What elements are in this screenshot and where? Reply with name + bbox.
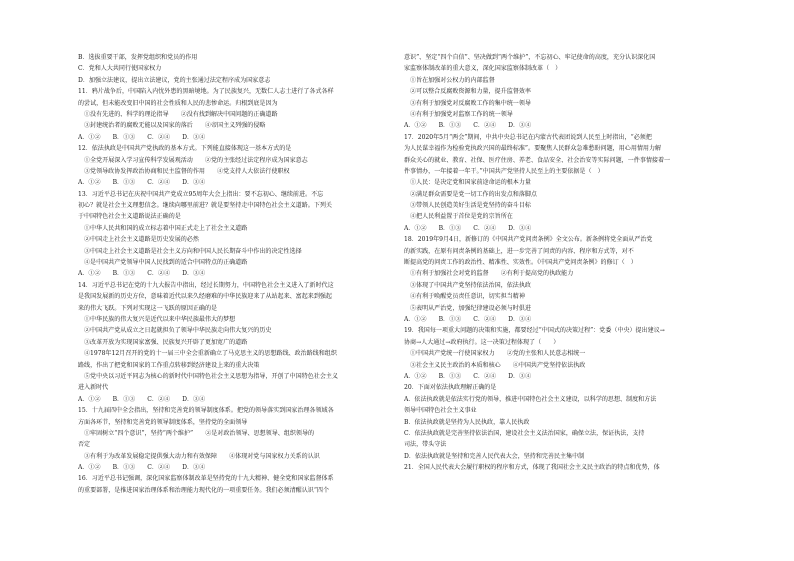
left-column-line: ②中国共产党从成立之日起就担负了领导中华民族走向伟大复兴的历史 (84, 327, 272, 335)
right-column-line: ⑤表明从严治党，加强纪律建设必须与时俱进 (410, 304, 531, 312)
right-column-line: ①旨在加强对公权力的内部监督 (410, 76, 495, 84)
left-column-line: ③封建统治者的腐败无能以及国家的落后 ④帝国主义列强的侵略 (84, 122, 266, 130)
left-column-line: ③中国走上社会主义道路是社会主义方向和中国人民长期奋斗中作出的决定性选择 (84, 247, 302, 255)
right-column-line: 家监察体制改革的重大意义，深化国家监察体制改革（ ） (404, 65, 562, 73)
left-column-line: 15．十九届四中全会指出，坚持和完善党的领导制度体系。把党的领导落实到国家治理各领域各 (78, 407, 334, 415)
right-column-line: ②可以整合反腐败资源和力量，提升监督效率 (410, 88, 531, 96)
right-column-line: A．①② B．①③ C．②④ D．③④ (404, 315, 532, 323)
right-column-line: D．依法执政就是坚持和完善人民代表大会，坚持和完善民主集中制 (404, 452, 585, 460)
right-column-line: ④有利于唤醒党员责任意识，切实担当精神 (410, 293, 525, 301)
left-column-line: 的尝试，但未能改变旧中国的社会性质和人民的悲惨命运。归根到底是因为 (78, 99, 278, 107)
left-column-line: ①没有先进的、科学的理论指导 ②没有找到解决中国问题的正确道路 (84, 110, 278, 118)
right-column-line: 意识”、坚定“四个自信”、坚决做到“两个维护”，不忘初心、牢记使命的高度，充分认识深化国 (404, 54, 656, 61)
left-column-line: B．选拔重要干部，发挥党组织和党员的作用 (78, 54, 198, 61)
right-column-line: 领导中国特色社会主义事业 (404, 407, 477, 415)
right-column-line: 断提高党的问责工作的政治性、精准性、实效性。《中国共产党问责条例》的修订（ ） (404, 259, 637, 267)
right-column-line: ③社会主义民主政治的本质和核心 ④中国共产党坚持依法执政 (410, 361, 586, 369)
right-column-line: 协商→人大通过→政府执行。这一决策过程体现了（ ） (404, 338, 560, 346)
left-column-line: ③党领导政协发挥政治协商和民主监督的作用 ④党支持人大依法行使职权 (84, 167, 290, 175)
left-column-line: 否定 (78, 441, 91, 449)
left-column (78, 52, 400, 496)
right-column-line: C．依法执政就是完善坚持依法治国，建设社会主义法治国家，确保立法，保证执法，支持 (404, 429, 645, 437)
left-column-line: ②中国走上社会主义道路是历史发展的必然 (84, 236, 199, 244)
right-column-line: ②满足群众需要是党一切工作的出发点和落脚点 (410, 190, 537, 198)
left-column-line: 进入新时代 (78, 384, 109, 392)
left-column-line: 13．习近平总书记在庆祝中国共产党成立95周年大会上指出：要不忘初心、继续前进。不忘 (78, 190, 324, 198)
right-column-line: 21．全国人民代表大会履行职权的程序和方式，体现了我国社会主义民主政治的特点和优势，体 (404, 464, 660, 472)
right-column-line: ③体现了中国共产党坚持依法治国，依法执政 (410, 281, 531, 289)
right-column-line: A．①② B．①③ C．②④ D．③④ (404, 372, 532, 380)
left-column-line: ④1978年12月召开的党的十一届三中全会重新确立了马克思主义的思想路线、政治路线和组织 (84, 350, 337, 358)
left-column-line: ③有利于为改革发展稳定提供强大动力和有效保障 ④体现对党与国家权力关系的认识 (84, 452, 320, 460)
left-column-line: ④是中国共产党领导中国人民找到的适合中国特点的正确道路 (84, 259, 248, 267)
right-column-line: ①有利于加强社会对党的监督 ②有利于提高党的执政能力 (410, 270, 574, 278)
left-column-line: 来的伟大飞跃。下列对实现这一飞跃的原因正确的是 (78, 304, 218, 312)
right-column-line: A．①② B．①③ C．②④ D．③④ (404, 224, 532, 232)
right-column-line: 群众关心的就业、教育、社保、医疗住房、养老、食品安全、社会治安等实际问题，一件事情接着一 (404, 156, 671, 164)
right-column-line: A．依法执政就是依法实行党的领导，推进中国特色社会主义建设，以科学的思想、制度和方法 (404, 395, 657, 403)
left-column-line: A．①② B．①③ C．②④ D．③④ (78, 270, 206, 278)
left-column-line: D．加强立法建议，提出立法建议，党的主张通过法定程序成为国家意志 (78, 76, 271, 84)
left-column-line: 11．鸦片战争后，中国陷入内忧外患的黑暗境地。为了民族复兴，无数仁人志士进行了各式各样 (78, 88, 334, 96)
right-column-line: ③带领人民创造美好生活是党坚持的奋斗目标 (410, 202, 531, 210)
right-column-line: 20．下面对依法执政理解正确的是 (404, 384, 497, 392)
left-column-line: 的重要部署，是推进国家治理体系和治理能力现代化的一项重要任务。我们必须清醒认识“四个 (78, 486, 330, 494)
right-column-line: 为人民谋幸福作为检验党执政兴国的最终标准”。要聚焦人民群众急难愁盼问题，用心用情用力解 (404, 145, 662, 153)
left-column-line: 路线，作出了把党和国家的工作重点转移到经济建设上来的重大决策 (78, 361, 260, 369)
left-column-line: 是我国发展新的历史方位，意味着近代以来久经磨难的中华民族迎来了从站起来、富起来到强起 (78, 293, 332, 301)
right-column-line: ①人民：是决定党和国家前途命运的根本力量 (410, 179, 531, 187)
left-column-line: A．①② B．①③ C．②④ D．③④ (78, 464, 206, 472)
right-column-line: ④有利于加强党对监察工作的统一领导 (410, 110, 513, 118)
right-column-line: 18．2019年9月4日，新修订的《中国共产党问责条例》全文公布。新条例将党全面从严治党 (404, 236, 653, 244)
right-column-line: 司法，带头守法 (404, 441, 447, 449)
right-column-line: 19．我国每一项重大问题的决策和实施，都要经过“中国式的决策过程”：党委（中央）提出建议→ (404, 327, 665, 335)
right-column-line: ④把人民利益置于首位是党的宗旨所在 (410, 213, 513, 221)
left-column-line: 初心？就是社会主义理想信念。继续向哪里前进？就是要坚持走中国特色社会主义道路。下列关 (78, 202, 332, 210)
left-column-line: C．党和人大共同行使国家权力 (78, 65, 162, 73)
left-column-line: 14．习近平总书记在党的十九大报告中指出，经过长期努力，中国特色社会主义进入了新时代这 (78, 281, 334, 289)
left-column-line: 12．依法执政是中国共产党执政的基本方式。下列能直接体现这一基本方式的是 (78, 145, 292, 153)
left-column-line: 方面各环节，坚持和完善党的领导制度体系，坚持党的全面领导 (78, 418, 248, 426)
left-column-line: ①全党开展深入学习宣传科学发展观活动 ②党的主张经过法定程序成为国家意志 (84, 156, 308, 164)
left-column-line: ③改革开放为实现国家富强、民族复兴开辟了更加宽广的道路 (84, 338, 248, 346)
right-column (404, 52, 740, 473)
left-column-line: ①牢固树立“四个意识”，坚持“两个维护” ②是对政治领导、思想领导、组织领导的 (84, 429, 315, 437)
left-column-line: ①中华人民共和国的成立标志着中国正式走上了社会主义道路 (84, 224, 248, 232)
right-column-line: ③有利于加强党对反腐败工作的集中统一领导 (410, 99, 531, 107)
right-column-line: A．①② B．①③ C．②④ D．③④ (404, 122, 532, 130)
left-column-line: A．①② B．①③ C．②④ D．③④ (78, 395, 206, 403)
right-column-line: 的新实践，在原有问责条例的基础上，进一步完善了问责的内容、程序和方式等，对不 (404, 247, 634, 255)
left-column-line: 16．习近平总书记强调，深化国家监察体制改革是坚持党的十九大精神、健全党和国家监督体系 (78, 475, 334, 483)
left-column-line: ⑤党中央以习近平同志为核心的新时代中国特色社会主义思想为指导，开创了中国特色社会主义 (84, 372, 338, 380)
left-column-line: A．①② B．①③ C．②④ D．③④ (78, 133, 206, 141)
left-column-line: ①中华民族的伟大复兴是近代以来中华民族最伟大的梦想 (84, 315, 236, 323)
left-column-line: A．①② B．①③ C．②④ D．③④ (78, 179, 206, 187)
left-column-line: 于中国特色社会主义道路说法正确的是 (78, 213, 181, 221)
right-column-line: ①中国共产党统一行使国家权力 ②党的主张和人民意志相统一 (410, 350, 586, 358)
right-column-line: 17．2020年5月“两会”期间，中共中央总书记在内蒙古代表团说到人民至上时指出，“必须把 (404, 133, 652, 141)
right-column-line: B．依法执政就是坚持为人民执政，靠人民执政 (404, 418, 530, 426)
right-column-line: 件事情办，一年接着一年干。”中国共产党坚持人民至上的主要依据是（ ） (404, 167, 604, 175)
